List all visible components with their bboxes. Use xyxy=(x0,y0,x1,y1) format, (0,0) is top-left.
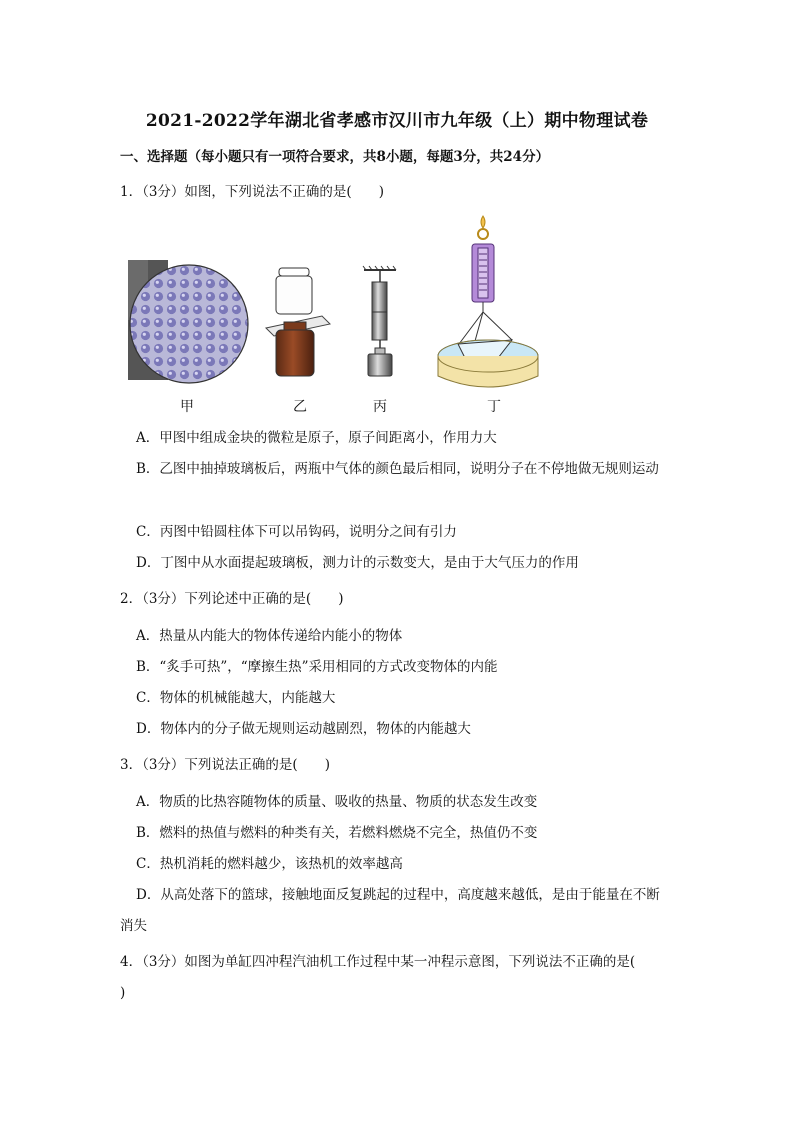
figure-yi-gas-jars xyxy=(266,268,330,376)
question-4-stem-cont: ) xyxy=(120,985,126,1001)
question-3-stem: 3．（3分）下列说法正确的是( ) xyxy=(120,757,330,773)
figure-jia-atom-lattice xyxy=(128,260,248,383)
figure-caption-bing: 丙 xyxy=(373,399,387,415)
question-2-option-c: C．物体的机械能越大，内能越大 xyxy=(136,690,336,706)
figure-caption-jia: 甲 xyxy=(180,399,194,415)
question-3-option-a: A．物质的比热容随物体的质量、吸收的热量、物质的状态发生改变 xyxy=(136,794,538,810)
question-3-option-d-cont: 消失 xyxy=(120,918,147,934)
question-3-option-c: C．热机消耗的燃料越少，该热机的效率越高 xyxy=(136,856,403,872)
question-2-option-d: D．物体内的分子做无规则运动越剧烈，物体的内能越大 xyxy=(136,721,471,737)
page-title: 2021-2022学年湖北省孝感市汉川市九年级（上）期中物理试卷 xyxy=(145,111,649,131)
question-1-option-b: B．乙图中抽掉玻璃板后，两瓶中气体的颜色最后相同，说明分子在不停地做无规则运动 xyxy=(136,461,659,477)
question-4-stem: 4．（3分）如图为单缸四冲程汽油机工作过程中某一冲程示意图，下列说法不正确的是( xyxy=(120,954,636,970)
question-2-option-b: B．“炙手可热”，“摩擦生热”采用相同的方式改变物体的内能 xyxy=(136,659,498,675)
question-1-figure xyxy=(126,212,556,412)
figure-bing-lead-cylinders xyxy=(363,266,396,376)
question-1-option-d: D．丁图中从水面提起玻璃板，测力计的示数变大，是由于大气压力的作用 xyxy=(136,555,579,571)
question-2-stem: 2．（3分）下列论述中正确的是( ) xyxy=(120,591,344,607)
figure-caption-yi: 乙 xyxy=(293,399,307,415)
figure-caption-ding: 丁 xyxy=(487,399,501,415)
figure-ding-spring-scale xyxy=(438,216,538,387)
question-3-option-d: D．从高处落下的篮球，接触地面反复跳起的过程中，高度越来越低，是由于能量在不断 xyxy=(136,887,660,903)
question-2-option-a: A．热量从内能大的物体传递给内能小的物体 xyxy=(136,628,403,644)
question-1-option-c: C．丙图中铅圆柱体下可以吊钩码，说明分之间有引力 xyxy=(136,524,457,540)
question-1-stem: 1．（3分）如图，下列说法不正确的是( ) xyxy=(120,184,384,200)
question-3-option-b: B．燃料的热值与燃料的种类有关，若燃料燃烧不完全，热值仍不变 xyxy=(136,825,538,841)
question-1-option-a: A．甲图中组成金块的微粒是原子，原子间距离小，作用力大 xyxy=(136,430,497,446)
section-heading: 一、选择题（每小题只有一项符合要求，共8小题，每题3分，共24分） xyxy=(120,149,550,165)
